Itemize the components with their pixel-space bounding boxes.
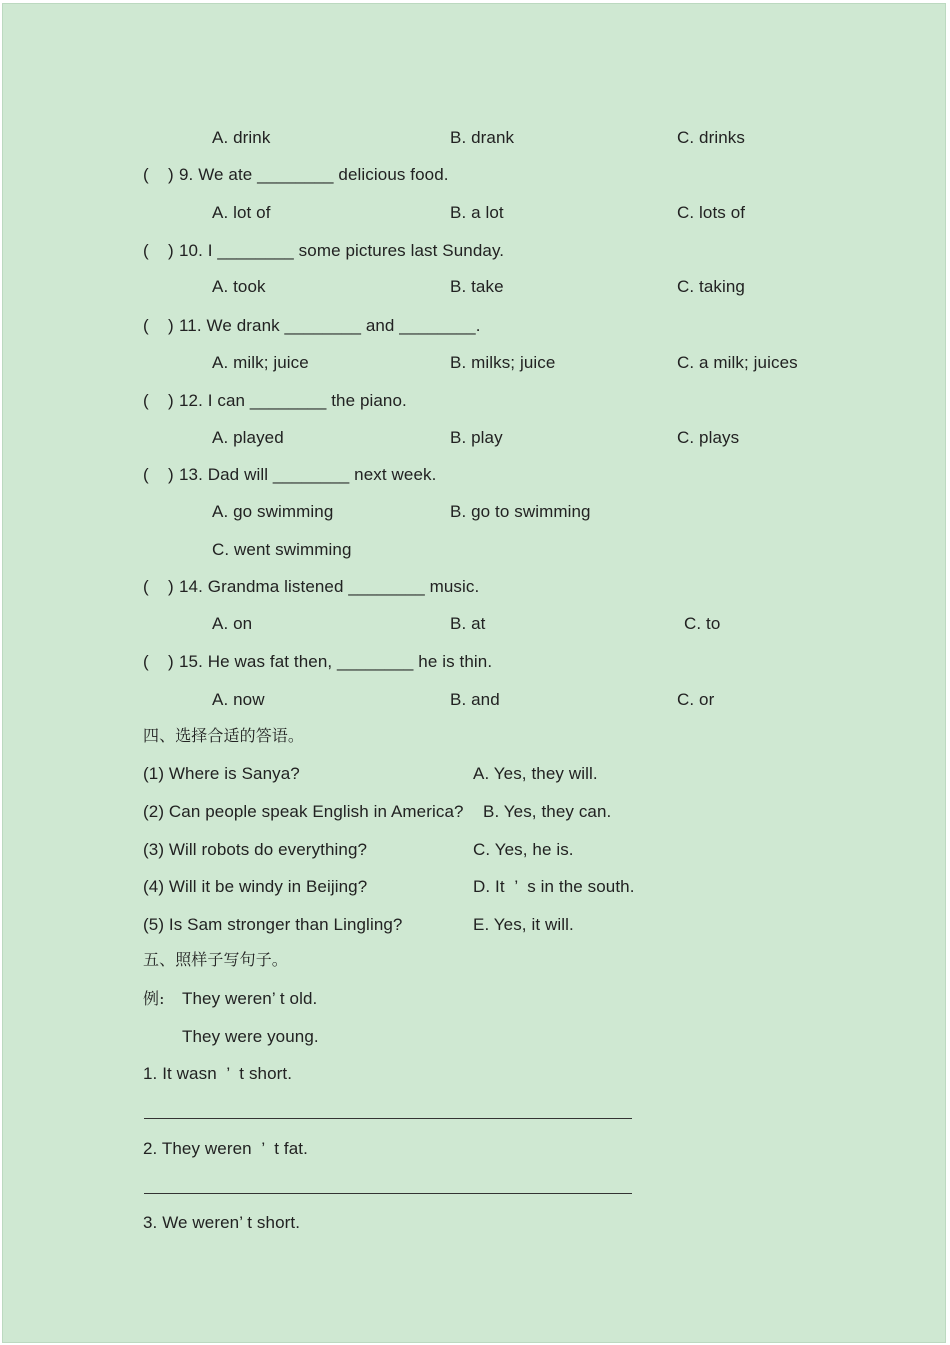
- q12-answer-paren: ( ): [143, 391, 174, 410]
- section4-answer-a: A. Yes, they will.: [473, 764, 598, 783]
- q12-option-a: A. played: [212, 428, 284, 447]
- q9-option-c: C. lots of: [677, 203, 746, 222]
- rewrite-item-3: 3. We weren’ t short.: [143, 1213, 301, 1232]
- q13-option-b: B. go to swimming: [450, 502, 591, 521]
- q9-option-a: A. lot of: [212, 203, 271, 222]
- example-answer: They were young.: [182, 1027, 319, 1046]
- q12-stem: 12. I can ________ the piano.: [179, 391, 407, 410]
- answer-line-1[interactable]: [144, 1118, 632, 1119]
- rewrite-item-1: 1. It wasn ’ t short.: [143, 1064, 293, 1083]
- q9-option-b: B. a lot: [450, 203, 504, 222]
- q10-answer-paren: ( ): [143, 241, 174, 260]
- section4-question-5: (5) Is Sam stronger than Lingling?: [143, 915, 403, 934]
- rewrite-item-2: 2. They weren ’ t fat.: [143, 1139, 308, 1158]
- section5-title: 五、照样子写句子。: [143, 950, 288, 969]
- q11-answer-paren: ( ): [143, 316, 174, 335]
- q8-option-c: C. drinks: [677, 128, 745, 147]
- q11-option-a: A. milk; juice: [212, 353, 309, 372]
- q10-stem: 10. I ________ some pictures last Sunday.: [179, 241, 505, 260]
- section4-answer-c: C. Yes, he is.: [473, 840, 574, 859]
- q15-stem: 15. He was fat then, ________ he is thin.: [179, 652, 493, 671]
- q15-option-b: B. and: [450, 690, 500, 709]
- q13-stem: 13. Dad will ________ next week.: [179, 465, 437, 484]
- example-sentence: They weren’ t old.: [182, 989, 318, 1008]
- q10-option-b: B. take: [450, 277, 504, 296]
- q10-option-a: A. took: [212, 277, 266, 296]
- q12-option-b: B. play: [450, 428, 503, 447]
- q15-option-a: A. now: [212, 690, 265, 709]
- q14-option-b: B. at: [450, 614, 486, 633]
- section4-question-3: (3) Will robots do everything?: [143, 840, 368, 859]
- q13-answer-paren: ( ): [143, 465, 174, 484]
- q15-option-c: C. or: [677, 690, 715, 709]
- q14-answer-paren: ( ): [143, 577, 174, 596]
- section4-answer-d: D. It ’ s in the south.: [473, 877, 635, 896]
- q11-stem: 11. We drank ________ and ________.: [179, 316, 481, 335]
- worksheet-page: [2, 3, 946, 1343]
- q11-option-c: C. a milk; juices: [677, 353, 798, 372]
- example-label: 例:: [143, 989, 165, 1008]
- q10-option-c: C. taking: [677, 277, 745, 296]
- section4-answer-e: E. Yes, it will.: [473, 915, 574, 934]
- section4-question-2: (2) Can people speak English in America?: [143, 802, 464, 821]
- section4-answer-b: B. Yes, they can.: [483, 802, 612, 821]
- q8-option-a: A. drink: [212, 128, 271, 147]
- q13-option-a: A. go swimming: [212, 502, 334, 521]
- q14-option-a: A. on: [212, 614, 253, 633]
- q12-option-c: C. plays: [677, 428, 740, 447]
- q11-option-b: B. milks; juice: [450, 353, 556, 372]
- section4-title: 四、选择合适的答语。: [143, 726, 305, 745]
- q9-answer-paren: ( ): [143, 165, 174, 184]
- section4-question-1: (1) Where is Sanya?: [143, 764, 300, 783]
- answer-line-2[interactable]: [144, 1193, 632, 1194]
- q8-option-b: B. drank: [450, 128, 515, 147]
- q9-stem: 9. We ate ________ delicious food.: [179, 165, 449, 184]
- q15-answer-paren: ( ): [143, 652, 174, 671]
- q14-option-c: C. to: [684, 614, 721, 633]
- q14-stem: 14. Grandma listened ________ music.: [179, 577, 480, 596]
- q13-option-c: C. went swimming: [212, 540, 352, 559]
- section4-question-4: (4) Will it be windy in Beijing?: [143, 877, 368, 896]
